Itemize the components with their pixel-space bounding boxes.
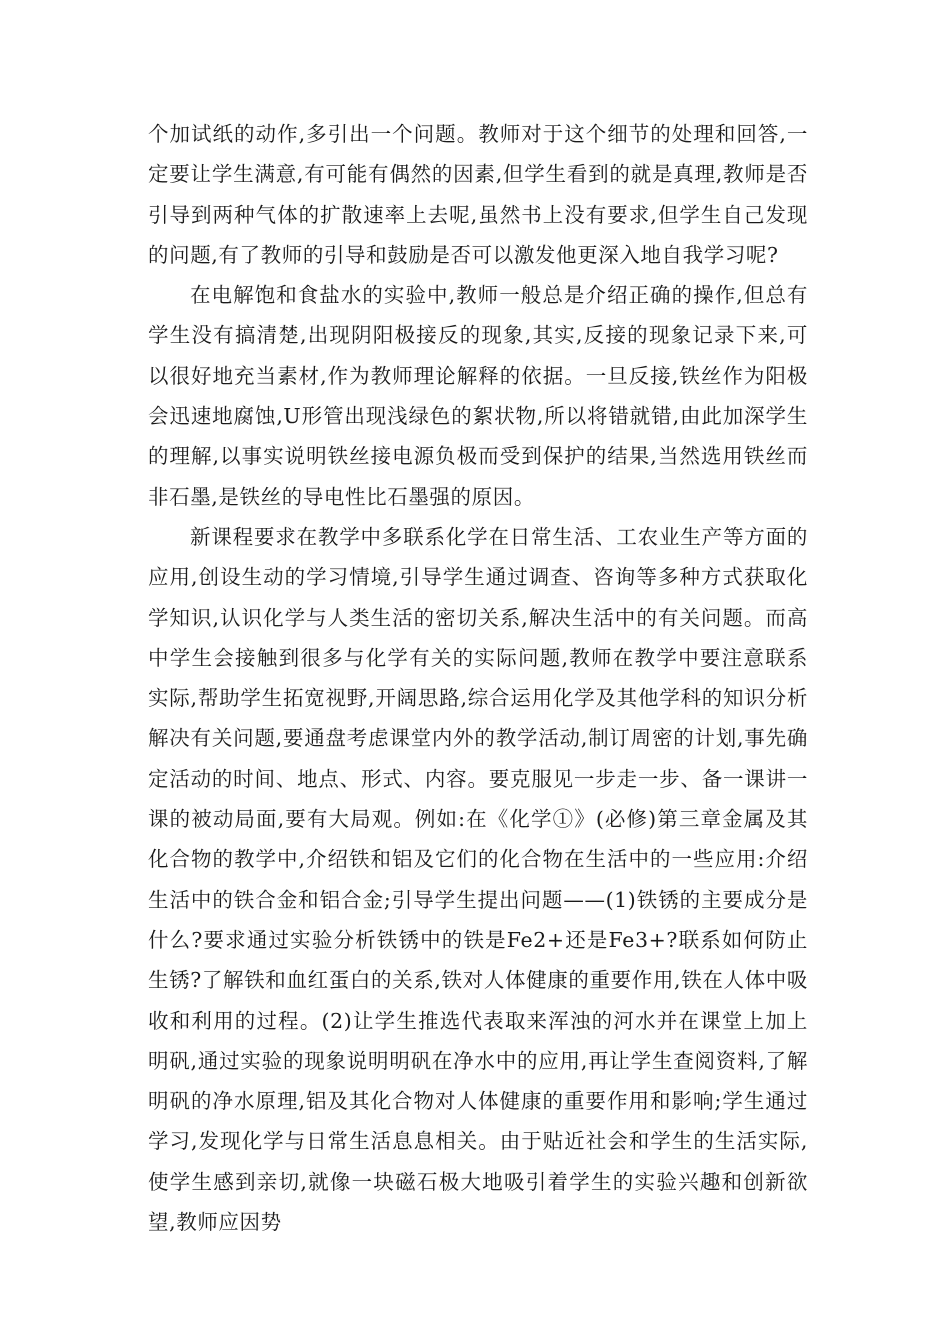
paragraph-3: 新课程要求在教学中多联系化学在日常生活、工农业生产等方面的应用,创设生动的学习情境,引导学生通过调查、咨询等多种方式获取化学知识,认识化学与人类生活的密切关系,解决生活中的有关问题。而高中学生会接触到很多与化学有关的实际问题,教师在教学中要注意联系实际,帮助学生拓宽视野,开阔思路,综合运用化学及其他学科的知识分析解决有关问题,要通盘考虑课堂内外的教学活动,制订周密的计划,事先确定活动的时间、地点、形式、内容。要克服见一步走一步、备一课讲一课的被动局面,要有大局观。例如:在《化学①》(必修)第三章金属及其化合物的教学中,介绍铁和铝及它们的化合物在生活中的一些应用:介绍生活中的铁合金和铝合金;引导学生提出问题——(1)铁锈的主要成分是什么?要求通过实验分析铁锈中的铁是Fe2+还是Fe3+?联系如何防止生锈?了解铁和血红蛋白的关系,铁对人体健康的重要作用,铁在人体中吸收和利用的过程。(2)让学生推选代表取来浑浊的河水并在课堂上加上明矾,通过实验的现象说明明矾在净水中的应用,再让学生查阅资料,了解明矾的净水原理,铝及其化合物对人体健康的重要作用和影响;学生通过学习,发现化学与日常生活息息相关。由于贴近社会和学生的生活实际,使学生感到亲切,就像一块磁石极大地吸引着学生的实验兴趣和创新欲望,教师应因势 (148, 524, 808, 1235)
paragraph-1: 个加试纸的动作,多引出一个问题。教师对于这个细节的处理和回答,一定要让学生满意,有可能有偶然的因素,但学生看到的就是真理,教师是否引导到两种气体的扩散速率上去呢,虽然书上没有要求,但学生自己发现的问题,有了教师的引导和鼓励是否可以激发他更深入地自我学习呢? (148, 122, 808, 267)
paragraph-2: 在电解饱和食盐水的实验中,教师一般总是介绍正确的操作,但总有学生没有搞清楚,出现阴阳极接反的现象,其实,反接的现象记录下来,可以很好地充当素材,作为教师理论解释的依据。一旦反接,铁丝作为阳极会迅速地腐蚀,U形管出现浅绿色的絮状物,所以将错就错,由此加深学生的理解,以事实说明铁丝接电源负极而受到保护的结果,当然选用铁丝而非石墨,是铁丝的导电性比石墨强的原因。 (148, 283, 808, 509)
document-body (148, 114, 808, 1242)
